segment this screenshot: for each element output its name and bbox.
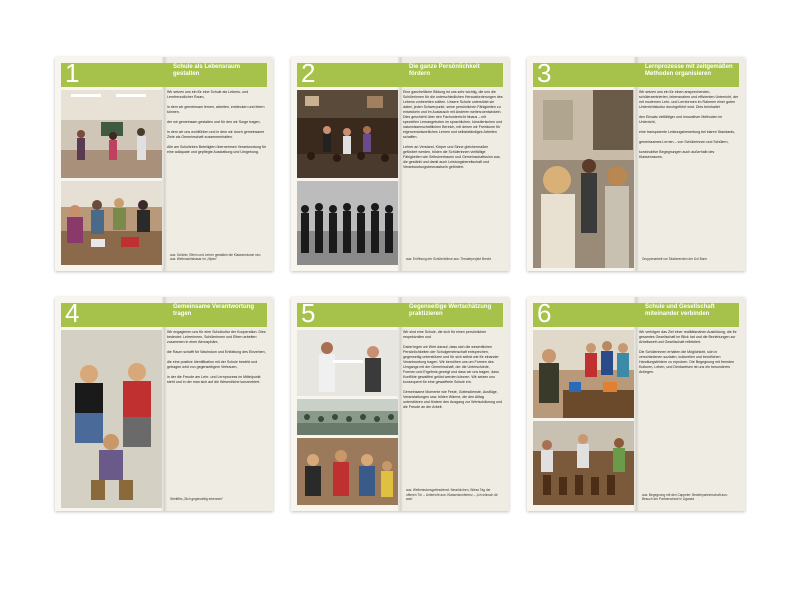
caption-footer: Streitfilm „Sich gegenseitig erkennen“ xyxy=(170,496,223,501)
crafts-photo xyxy=(533,421,634,505)
brochure-spread-2 xyxy=(291,57,509,271)
paragraph: gemeinsames Lernen – von Schülerinnen und Schülern, xyxy=(639,140,729,144)
paragraph: Wir setzen uns ein für eine Schule als Lebens- und Lernfreundlicher Raum, xyxy=(167,90,249,99)
paragraph: eine transparente Leistungsbewertung bei klaren Standards, xyxy=(639,130,736,134)
caption-footer: aus: Weltmissionsgottesdienst: Neunkirchen, Wieso Tag der offenen Tür – Unterricht aus: Klassenkonferenz – „Ich wünsch dir was“ xyxy=(406,488,498,501)
paragraph: in dem wir uns wohlfühlen und in dem wir durch gemeinsame Ziele als Gemeinschaft zusammenhalten. xyxy=(167,130,265,139)
section-number: 3 xyxy=(537,58,552,88)
section-heading: Lernprozesse mit zeitgemäßen Methoden organisieren xyxy=(645,64,733,77)
classroom-group-photo xyxy=(297,399,398,435)
text-column xyxy=(403,330,503,502)
text-column xyxy=(403,90,503,262)
text-column xyxy=(639,330,739,502)
section-number: 1 xyxy=(65,58,80,88)
students-outdoor-photo xyxy=(533,90,634,268)
classroom-photo xyxy=(61,90,162,178)
concert-photo xyxy=(297,90,398,178)
paragraph: Dabei legen wir Wert darauf, dass sich die wesentlichen Persönlichkeiten der Schulgemeinschaft entsprechen, gegenseitig unterstützen und für sich selbst wie für einander Verantwortung tragen. Wir bemühen uns um Formen des Umgangs mit der Gemeinschaft, der die Unterschiede, Formen und Ergebnis gezeigt und dass wir uns tragen, dass Konflikte gewaltfrei gelöst werden können. Wir setzen uns konsequent für eine gewaltfreie Schule ein. xyxy=(403,345,499,384)
two-students-photo xyxy=(297,330,398,396)
text-column xyxy=(639,90,739,262)
paragraph: Wir setzen uns ein für einen ansprechenden, schülerzentrierten, lebensnahen und effizienten Unterricht, der mit modernen Lehr- und Lernformen im Rahmen einer guten Unterrichtskultur durchgeführt wird. Dies beinhaltet xyxy=(639,90,739,109)
paragraph: Wir engagieren uns für eine Schulkultur der Kooperation. Dies bedeutet: Lehrerinnen, Schülerinnen und Eltern arbeiten zusammen in einer Atmosphäre, xyxy=(167,330,266,344)
cooking-photo xyxy=(61,181,162,265)
brochure-spread-5 xyxy=(291,297,509,511)
paragraph: Lehrer an Verstand, Körper und Sinne gleichermaßen gefördert werden, bilden die Schülerinnen vielfältige Fähigkeiten wie Selbstvertrauen und Gemeinschaftssinn aus, die gestärkt und damit auch Leistungsbereitschaft und Verantwortungsbewusstsein gefördert. xyxy=(403,145,501,169)
section-number: 5 xyxy=(301,298,316,328)
paragraph: die Raum schafft für Wachstum und Entfaltung des Einzelnen, xyxy=(167,350,266,354)
section-heading: Schule als Lebensraum gestalten xyxy=(173,64,241,77)
brochure-spread-6 xyxy=(527,297,745,511)
paragraph: Alle am Schulleben Beteiligten übernehmen Verantwortung für eine adäquate und gepflegte Ausstattung und Umgebung. xyxy=(167,145,267,154)
paragraph: Wir verfolgen das Ziel einer realitätsnahen Ausbildung, die ihr gesamtes Gesellschaft im Blick hat und die Beziehungen zur Arbeitswelt und Gesellschaft reflektiert. xyxy=(639,330,737,344)
brochure-spread-3 xyxy=(527,57,745,271)
section-heading: Gegenseitige Wertschätzung praktizieren xyxy=(409,304,492,317)
brochure-spread-4 xyxy=(55,297,273,511)
paragraph: Eine ganzheitliche Bildung ist uns sehr wichtig, die uns die Schülerinnen für die unterschiedlichen Herausforderungen des Lebens vorbereiten sollten. Unsere Schule unterstützt sie dabei, jeden Schwerpunkt, seine persönlichen Fähigkeiten zu entwickeln und im Austausch mit Anderen weiterzuentwickeln. Dies geschieht über den Fachunterricht hinaus – mit speziellen Lernangeboten im sprachlichen, künstlerischen und naturwissenschaftlichen Bereich, mit denen wir Freiräume für eigenverantwortliches Lernen und selbstständiges Arbeiten schaffen. xyxy=(403,90,503,139)
paragraph: die eine positive Identifikation mit der Schule bewirkt und getragen wird von gegenseitigem Vertrauen, xyxy=(167,360,258,369)
paragraph: den Einsatz vielfältiger und innovativer Methoden im Unterricht, xyxy=(639,115,723,124)
section-number: 2 xyxy=(301,58,316,88)
text-column xyxy=(167,330,267,502)
theater-group-photo xyxy=(297,181,398,265)
paragraph: Gemeinsame Momente wie Feste, Gottesdienste, Ausflüge, Veranstaltungen usw. bilden Wärme, die den Alltag unterstützen und fördern den Ausgang zur Wertschätzung und die Freude an der Arbeit. xyxy=(403,390,503,409)
caption-footer: aus: Begegnung mit den Cappeler: Bestehpartnerschaft aus: Besuch der Partnerschule in Uganda xyxy=(642,492,728,501)
paragraph: in dem wir gemeinsam lernen, arbeiten, entdecken und feiern können, xyxy=(167,105,265,114)
caption-footer: Gruppenarbeit vor Studierenden der Uni Bonn xyxy=(642,256,708,261)
students-floor-photo xyxy=(61,330,162,508)
paragraph: in der die Freude am Lehr- und Lernprozess im Mittelpunkt steht und in der man sich auf die Wesentliche konzentriert. xyxy=(167,375,261,384)
paragraph: Wir sind eine Schule, die sich für einen persönlichen respektvollen und xyxy=(403,330,487,339)
caption-footer: aus: Eröffnung der Schülerbühne aus: Theaterprojekt Brecht xyxy=(406,256,492,261)
section-heading: Die ganze Persönlichkeit fördern xyxy=(409,64,480,77)
section-heading: Gemeinsame Verantwortung tragen xyxy=(173,304,255,317)
section-number: 6 xyxy=(537,298,552,328)
brochure-spread-1 xyxy=(55,57,273,271)
section-heading: Schule und Gesellschaft miteinander verbinden xyxy=(645,304,715,317)
text-column xyxy=(167,90,267,262)
paragraph: der wir gemeinsam gestalten und für den wir Sorge tragen, xyxy=(167,120,261,124)
paragraph: Die Schülerinnen erhalten die Möglichkeit, sich in verschiedenen sozialen, kulturellen und beruflichen Handlungsfeldern zu erproben. Die Begegnung mit fremden Kulturen, Leben, und Denkweisen ist uns ein besonderes Anliegen. xyxy=(639,350,735,374)
paragraph: konstruktive Begegnungen auch außerhalb des Klassenraums. xyxy=(639,150,715,159)
section-number: 4 xyxy=(65,298,80,328)
children-photo xyxy=(297,438,398,505)
caption-footer: aus: Schüler, Eltern und Lehrer gestalten die Klassenräume neu aus: Weihnachtsbasar im „Hipen“ xyxy=(170,252,261,261)
market-stall-photo xyxy=(533,330,634,418)
